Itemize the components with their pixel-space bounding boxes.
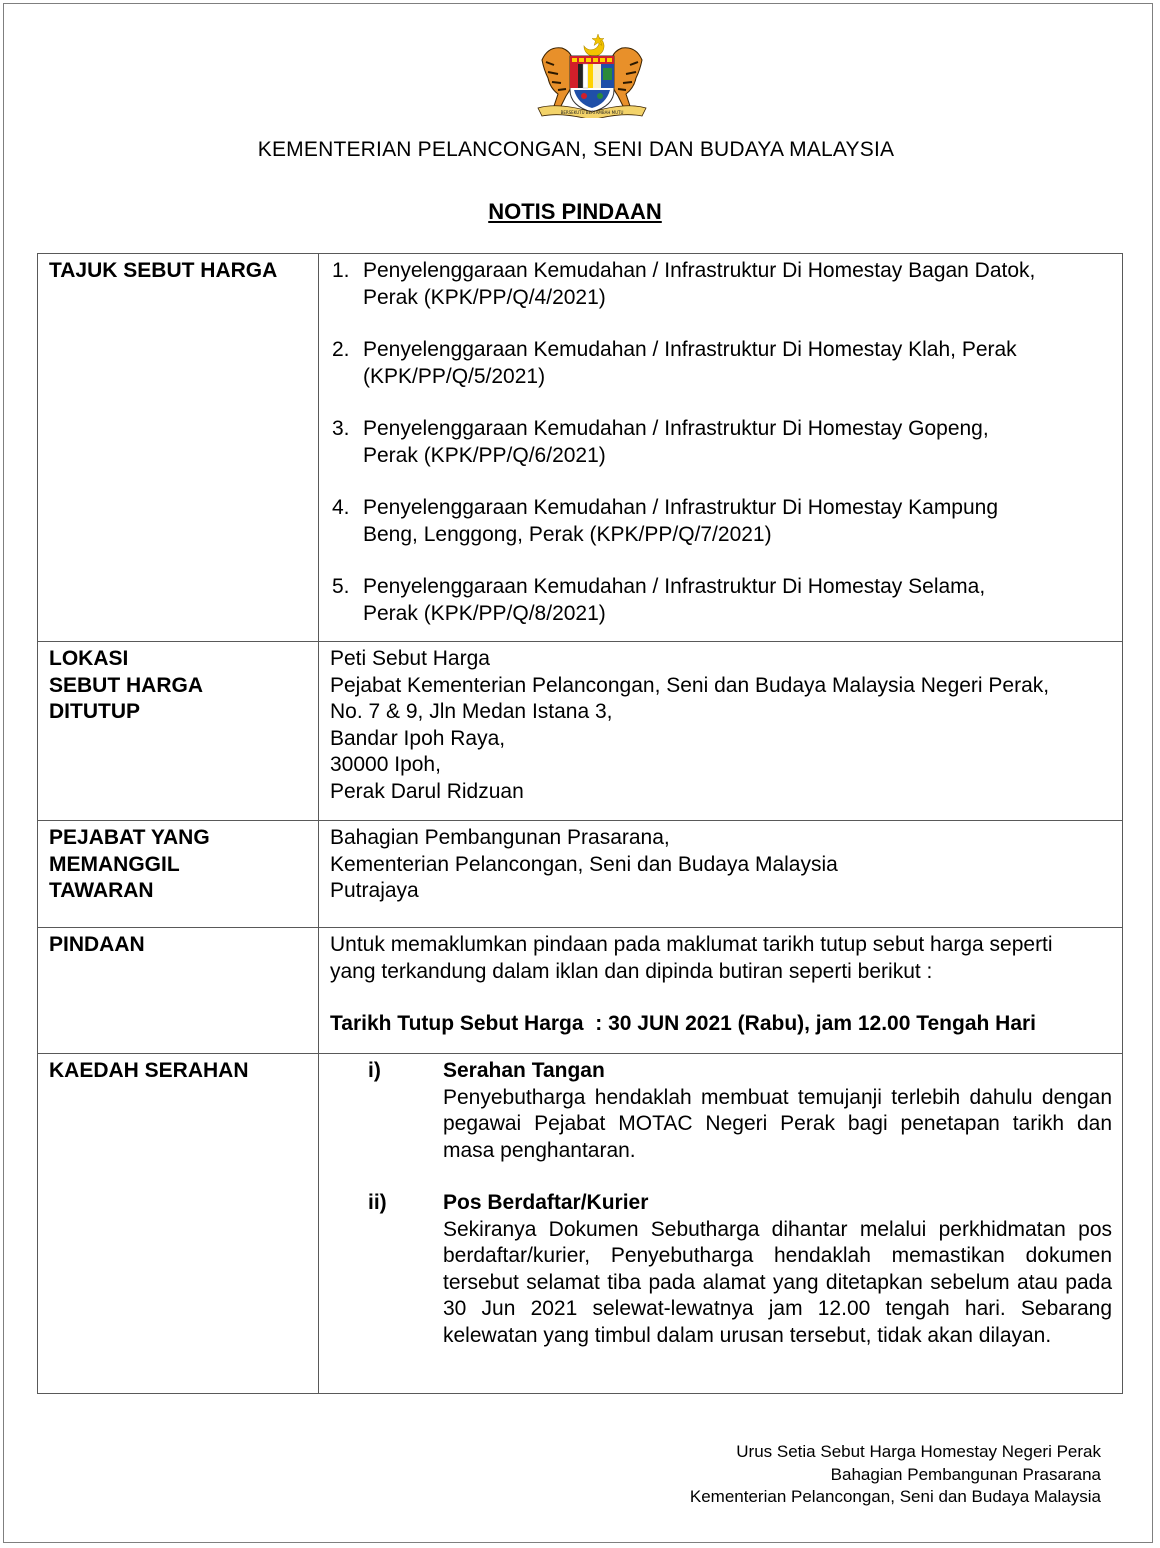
list-item: 5. Penyelenggaraan Kemudahan / Infrastruktur Di Homestay Selama, Perak (KPK/PP/Q/8/2021) bbox=[332, 575, 986, 625]
quotation-title-list bbox=[319, 254, 1123, 642]
row-label: PINDAAN bbox=[38, 928, 319, 1054]
row-label: KAEDAH SERAHAN bbox=[38, 1054, 319, 1394]
closing-location: Peti Sebut Harga Pejabat Kementerian Pelancongan, Seni dan Budaya Malaysia Negeri Perak, No. 7 & 9, Jln Medan Istana 3, Bandar Ipoh Raya, 30000 Ipoh, Perak Darul Ridzuan bbox=[319, 642, 1123, 821]
table-row bbox=[38, 821, 1123, 928]
footer-signature: Urus Setia Sebut Harga Homestay Negeri Perak Bahagian Pembangunan Prasarana Kementerian Pelancongan, Seni dan Budaya Malaysia bbox=[689, 1442, 1101, 1506]
document-title: NOTIS PINDAAN bbox=[488, 199, 662, 224]
row-label: LOKASI SEBUT HARGA DITUTUP bbox=[38, 642, 319, 821]
submission-method: ii) Pos Berdaftar/Kurier Sekiranya Dokumen Sebutharga dihantar melalui perkhidmatan pos berdaftar/kurier, Penyebutharga hendaklah memastikan dokumen tersebut selamat tiba pada alamat yang ditetapkan sebelum atau pada 30 Jun 2021 selewat-lewatnya jam 12.00 tengah hari. Sebarang kelewatan yang timbul dalam urusan tersebut, tidak akan dilayan. bbox=[368, 1191, 1112, 1347]
list-item: 3. Penyelenggaraan Kemudahan / Infrastruktur Di Homestay Gopeng, Perak (KPK/PP/Q/6/2021) bbox=[332, 417, 989, 467]
table-row bbox=[38, 1054, 1123, 1394]
list-item: 4. Penyelenggaraan Kemudahan / Infrastruktur Di Homestay Kampung Beng, Lenggong, Perak (KPK/PP/Q/7/2021) bbox=[332, 496, 999, 546]
list-item: 2. Penyelenggaraan Kemudahan / Infrastruktur Di Homestay Klah, Perak (KPK/PP/Q/5/2021) bbox=[332, 338, 1017, 388]
document-page bbox=[3, 3, 1153, 1543]
submission-method: i) Serahan Tangan Penyebutharga hendaklah membuat temujanji terlebih dahulu dengan pegawai Pejabat MOTAC Negeri Perak bagi penetapan tarikh dan masa penghantaran. bbox=[368, 1059, 1112, 1162]
ministry-name: KEMENTERIAN PELANCONGAN, SENI DAN BUDAYA MALAYSIA bbox=[257, 138, 895, 161]
notice-table bbox=[37, 253, 1123, 1394]
amendment-details: Untuk memaklumkan pindaan pada maklumat tarikh tutup sebut harga seperti yang terkandung dalam iklan dan dipinda butiran seperti berikut : Tarikh Tutup Sebut Harga : 30 JUN 2021 (Rabu), jam 12.00 Tengah Hari bbox=[319, 928, 1123, 1054]
list-item: 1. Penyelenggaraan Kemudahan / Infrastruktur Di Homestay Bagan Datok, Perak (KPK/PP/Q/4/2021) bbox=[332, 259, 1036, 309]
row-label: PEJABAT YANG MEMANGGIL TAWARAN bbox=[38, 821, 319, 928]
table-row bbox=[38, 928, 1123, 1054]
submission-methods bbox=[319, 1054, 1123, 1394]
table-row bbox=[38, 642, 1123, 821]
closing-date: Tarikh Tutup Sebut Harga : 30 JUN 2021 (Rabu), jam 12.00 Tengah Hari bbox=[330, 1012, 1037, 1035]
svg-text:BERSEKUTU BERTAMBAH MUTU: BERSEKUTU BERTAMBAH MUTU bbox=[560, 110, 624, 115]
table-row bbox=[38, 254, 1123, 642]
malaysia-coat-of-arms-icon bbox=[532, 30, 652, 118]
calling-office: Bahagian Pembangunan Prasarana, Kementerian Pelancongan, Seni dan Budaya Malaysia Putrajaya bbox=[319, 821, 1123, 928]
row-label: TAJUK SEBUT HARGA bbox=[38, 254, 319, 642]
